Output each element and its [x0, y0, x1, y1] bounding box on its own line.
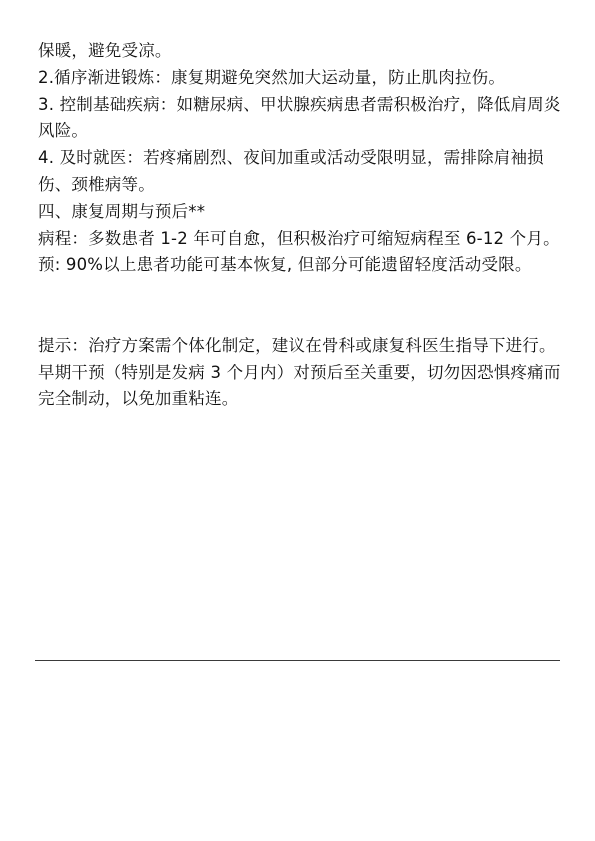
paragraph-gradual-exercise: 2.循序渐进锻炼：康复期避免突然加大运动量，防止肌肉拉伤。: [38, 67, 506, 87]
document-body: [38, 38, 563, 413]
paragraph-keep-warm: 保暖，避免受凉。: [38, 41, 172, 60]
paragraph-control-disease: 3. 控制基础疾病：如糖尿病、甲状腺疾病患者需积极治疗，降低肩周炎风险。: [38, 94, 561, 141]
horizontal-divider: [35, 660, 560, 661]
section-heading-recovery-prognosis: 四、康复周期与预后**: [38, 201, 206, 221]
paragraph-disease-course: 病程：多数患者 1-2 年可自愈，但积极治疗可缩短病程至 6-12 个月。: [38, 228, 560, 248]
blank-space: [38, 279, 563, 333]
paragraph-seek-medical-care: 4. 及时就医：若疼痛剧烈、夜间加重或活动受限明显，需排除肩袖损伤、颈椎病等。: [38, 148, 544, 194]
paragraph-prognosis: 预: 90%以上患者功能可基本恢复, 但部分可能遗留轻度活动受限。: [38, 255, 532, 275]
note-paragraph: 提示：治疗方案需个体化制定，建议在骨科或康复科医生指导下进行。早期干预（特别是发病 3 个月内）对预后至关重要，切勿因恐惧疼痛而完全制动，以免加重粘连。: [38, 335, 561, 409]
